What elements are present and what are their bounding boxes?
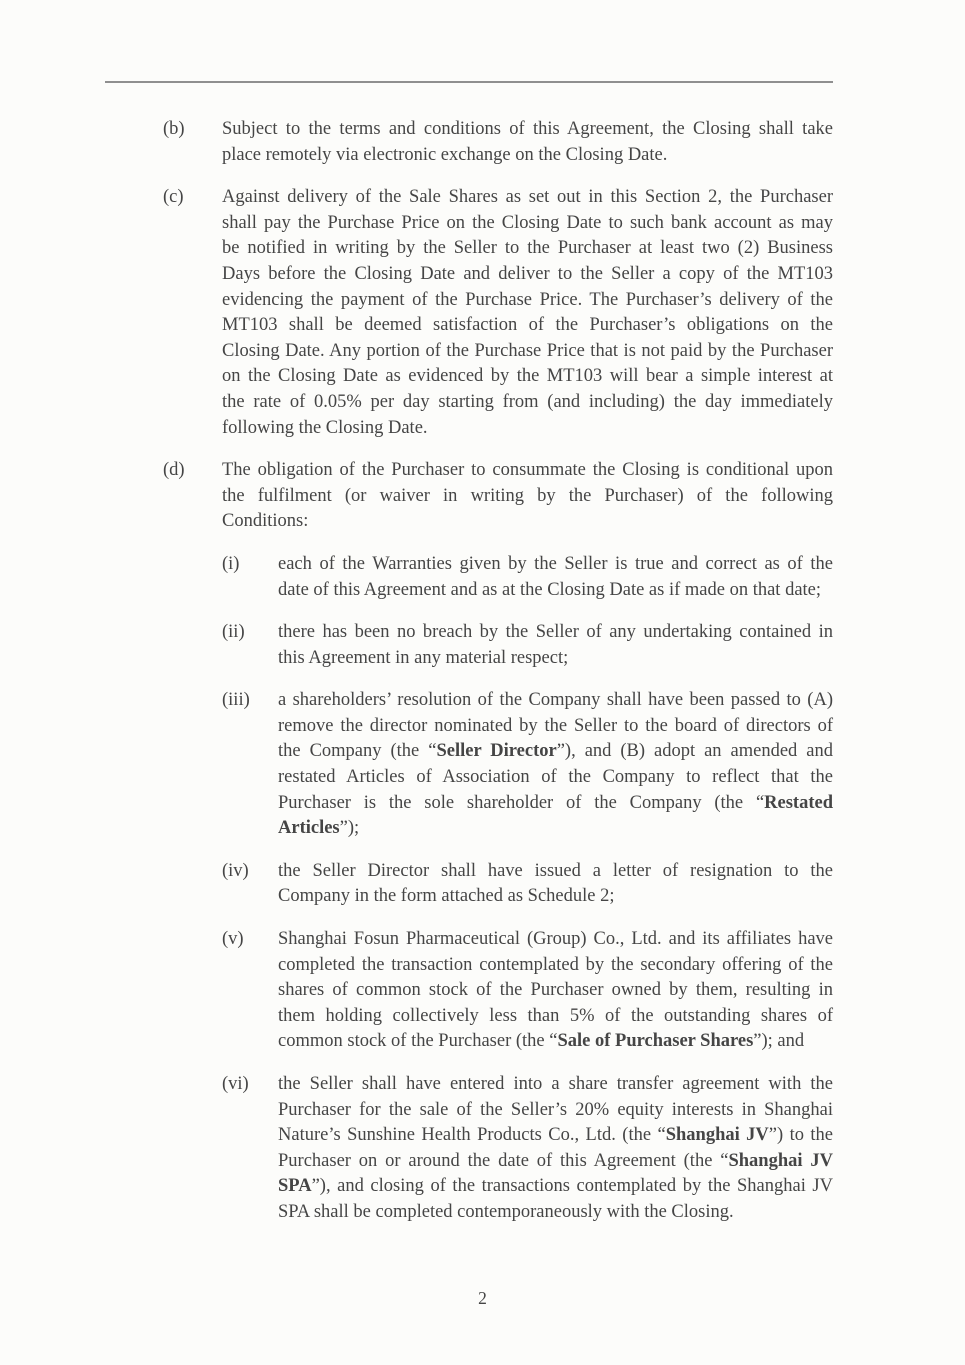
- text-line: a shareholders’ resolution of the Company shall have been passed to (A): [278, 690, 833, 711]
- text-line: Company in the form attached as Schedule 2;: [278, 886, 615, 907]
- text-line: shares of common stock of the Purchaser owned by them, resulting in: [278, 980, 833, 1001]
- list-marker: (d): [163, 460, 185, 481]
- list-marker: (v): [222, 929, 244, 950]
- paragraph-text: [278, 620, 833, 671]
- text-line: common stock of the Purchaser (the “Sale of Purchaser Shares”); and: [278, 1031, 805, 1052]
- text-line: Shanghai Fosun Pharmaceutical (Group) Co., Ltd. and its affiliates have: [278, 929, 833, 950]
- paragraph-c: [0, 185, 965, 441]
- text-line: be notified in writing by the Seller to the Purchaser at least two (2) Business: [222, 238, 833, 259]
- text-line: Subject to the terms and conditions of this Agreement, the Closing shall take: [222, 119, 833, 139]
- text-line: The obligation of the Purchaser to consummate the Closing is conditional upon: [222, 460, 833, 481]
- text-line: completed the transaction contemplated by the secondary offering of the: [278, 954, 833, 975]
- text-line: shall pay the Purchase Price on the Closing Date to such bank account as may: [222, 212, 833, 233]
- text-line: Purchaser for the sale of the Seller’s 20% equity interests in Shanghai: [278, 1099, 833, 1120]
- text-line: the Seller shall have entered into a share transfer agreement with the: [278, 1074, 833, 1094]
- paragraph-iii: [0, 688, 965, 842]
- text-line: restated Articles of Association of the Company to reflect that the: [278, 767, 833, 788]
- text-line: Closing Date. Any portion of the Purchase Price that is not paid by the Purchaser: [222, 340, 833, 361]
- paragraph-text: [278, 927, 833, 1055]
- text-line: Conditions:: [222, 511, 309, 532]
- text-line: following the Closing Date.: [222, 417, 428, 438]
- paragraph-text: [222, 117, 833, 168]
- text-line: Purchaser is the sole shareholder of the Company (the “Restated: [278, 792, 833, 813]
- text-line: each of the Warranties given by the Seller is true and correct as of the: [278, 553, 833, 574]
- document-blocks: [0, 117, 965, 1243]
- text-line: Days before the Closing Date and deliver to the Seller a copy of the MT103: [222, 263, 833, 284]
- paragraph-text: [222, 185, 833, 441]
- text-line: date of this Agreement and as at the Closing Date as if made on that date;: [278, 579, 822, 600]
- page-number: 2: [478, 1288, 487, 1308]
- text-line: Purchaser on or around the date of this Agreement (the “Shanghai JV: [278, 1150, 833, 1171]
- paragraph-text: [278, 859, 833, 910]
- paragraph-i: [0, 552, 965, 603]
- text-line: MT103 shall be deemed satisfaction of the Purchaser’s obligations on the: [222, 315, 833, 336]
- text-line: SPA”), and closing of the transactions contemplated by the Shanghai JV: [278, 1176, 833, 1197]
- text-line: remove the director nominated by the Seller to the board of directors of: [278, 715, 833, 736]
- paragraph-b: [0, 117, 965, 168]
- text-line: Nature’s Sunshine Health Products Co., Ltd. (the “Shanghai JV”) to the: [278, 1125, 834, 1146]
- paragraph-iv: [0, 859, 965, 910]
- text-line: the rate of 0.05% per day starting from (and including) the day immediately: [222, 391, 833, 412]
- text-line: them holding collectively less than 5% of the outstanding shares of: [278, 1005, 833, 1026]
- text-line: Articles”);: [278, 818, 360, 839]
- list-marker: (ii): [222, 622, 245, 643]
- text-line: Against delivery of the Sale Shares as set out in this Section 2, the Purchaser: [222, 187, 833, 208]
- paragraph-text: [278, 688, 833, 842]
- paragraph-text: [222, 458, 833, 535]
- text-line: SPA shall be completed contemporaneously with the Closing.: [278, 1201, 734, 1222]
- list-marker: (c): [163, 187, 184, 208]
- list-marker: (vi): [222, 1074, 249, 1094]
- list-marker: (i): [222, 553, 240, 574]
- header-rule: [105, 81, 833, 83]
- paragraph-text: [278, 552, 833, 603]
- list-marker: (b): [163, 119, 185, 139]
- text-line: this Agreement in any material respect;: [278, 647, 569, 668]
- text-line: the fulfilment (or waiver in writing by the Purchaser) of the following: [222, 485, 833, 506]
- text-line: place remotely via electronic exchange on the Closing Date.: [222, 144, 668, 165]
- list-marker: (iv): [222, 860, 249, 881]
- list-marker: (iii): [222, 690, 250, 711]
- paragraph-text: [278, 1072, 833, 1226]
- text-line: there has been no breach by the Seller of any undertaking contained in: [278, 622, 833, 643]
- paragraph-ii: [0, 620, 965, 671]
- text-line: the Company (the “Seller Director”), and (B) adopt an amended and: [278, 741, 833, 762]
- text-line: evidencing the payment of the Purchase Price. The Purchaser’s delivery of the: [222, 289, 833, 310]
- paragraph-v: [0, 927, 965, 1055]
- text-line: on the Closing Date as evidenced by the MT103 will bear a simple interest at: [222, 366, 833, 387]
- paragraph-vi: [0, 1072, 965, 1226]
- paragraph-d: [0, 458, 965, 535]
- text-line: the Seller Director shall have issued a letter of resignation to the: [278, 860, 833, 881]
